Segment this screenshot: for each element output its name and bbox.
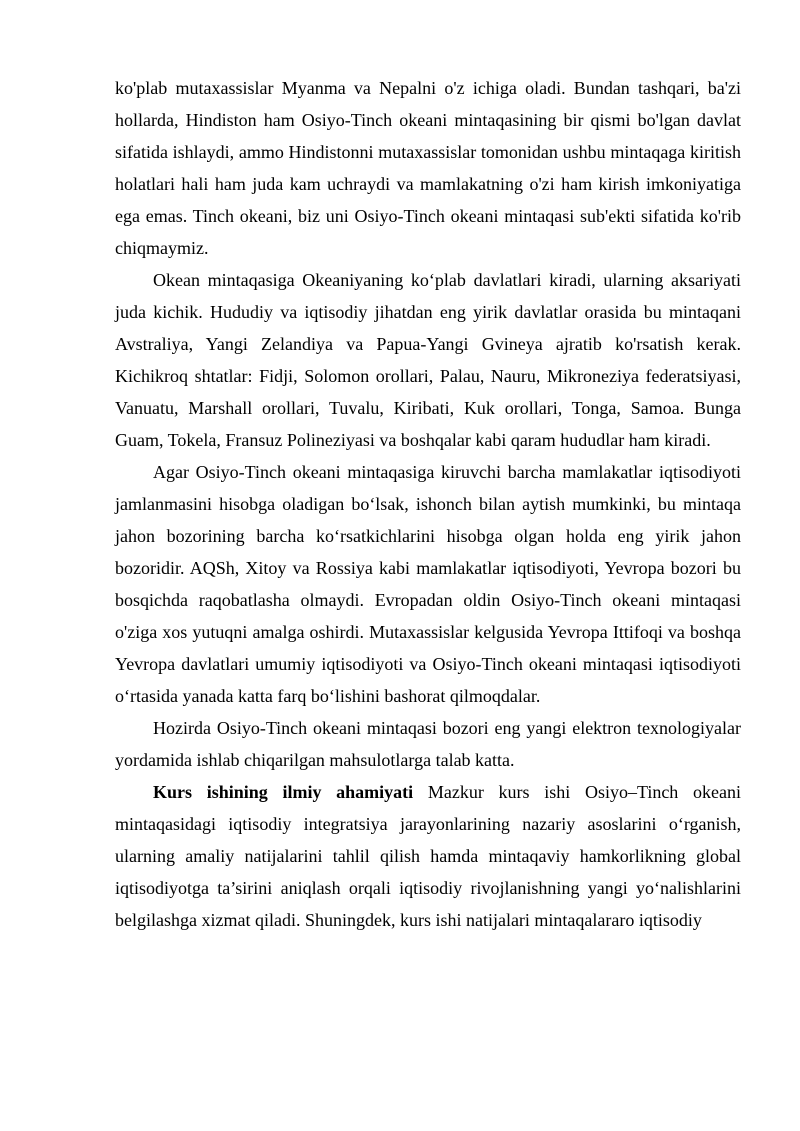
paragraph-text: Hozirda Osiyo-Tinch okeani mintaqasi bozori eng yangi elektron texnologiyalar yordamida ishlab chiqarilgan mahsulotlarga talab katta. [115,718,741,770]
paragraph-text: Okean mintaqasiga Okeaniyaning ko‘plab davlatlari kiradi, ularning aksariyati juda kichik. Hududiy va iqtisodiy jihatdan eng yirik davlatlar orasida bu mintaqani Avstraliya, Yangi Zelandiya va Papua-Yangi Gvineya ajratib ko'rsatish kerak. Kichikroq shtatlar: Fidji, Solomon orollari, Palau, Nauru, Mikroneziya federatsiyasi, Vanuatu, Marshall orollari, Tuvalu, Kiribati, Kuk orollari, Tonga, Samoa. Bunga Guam, Tokela, Fransuz Polineziyasi va boshqalar kabi qaram hududlar ham kiradi. [115,270,741,450]
paragraph-oceania [115,264,741,456]
paragraph-economy [115,456,741,712]
paragraph-continuation [115,72,741,264]
paragraph-market [115,712,741,776]
paragraph-text: ko'plab mutaxassislar Myanma va Nepalni o'z ichiga oladi. Bundan tashqari, ba'zi hollarda, Hindiston ham Osiyo-Tinch okeani mintaqasining bir qismi bo'lgan davlat sifatida ishlaydi, ammo Hindistonni mutaxassislar tomonidan ushbu mintaqaga kiritish holatlari hali ham juda kam uchraydi va mamlakatning o'zi ham kirish imkoniyatiga ega emas. Tinch okeani, biz uni Osiyo-Tinch okeani mintaqasi sub'ekti sifatida ko'rib chiqmaymiz. [115,78,741,258]
paragraph-text: Agar Osiyo-Tinch okeani mintaqasiga kiruvchi barcha mamlakatlar iqtisodiyoti jamlanmasini hisobga oladigan bo‘lsak, ishonch bilan aytish mumkinki, bu mintaqa jahon bozorining barcha ko‘rsatkichlarini hisobga olgan holda eng yirik jahon bozoridir. AQSh, Xitoy va Rossiya kabi mamlakatlar iqtisodiyoti, Yevropa bozori bu bosqichda raqobatlasha olmaydi. Evropadan oldin Osiyo-Tinch okeani mintaqasi o'ziga xos yutuqni amalga oshirdi. Mutaxassislar kelgusida Yevropa Ittifoqi va boshqa Yevropa davlatlari umumiy iqtisodiyoti va Osiyo-Tinch okeani mintaqasi iqtisodiyoti o‘rtasida yanada katta farq bo‘lishini bashorat qilmoqdalar. [115,462,741,706]
paragraph-significance [115,776,741,936]
paragraph-heading-bold: Kurs ishining ilmiy ahamiyati [153,782,414,802]
paragraph-text: Mazkur kurs ishi Osiyo–Tinch okeani mintaqasidagi iqtisodiy integratsiya jarayonlarining nazariy asoslarini o‘rganish, ularning amaliy natijalarini tahlil qilish hamda mintaqaviy hamkorlikning global iqtisodiyotga ta’sirini aniqlash orqali iqtisodiy rivojlanishning yangi yo‘nalishlarini belgilashga xizmat qiladi. Shuningdek, kurs ishi natijalari mintaqalararo iqtisodiy [115,782,741,930]
document-page [115,72,741,936]
